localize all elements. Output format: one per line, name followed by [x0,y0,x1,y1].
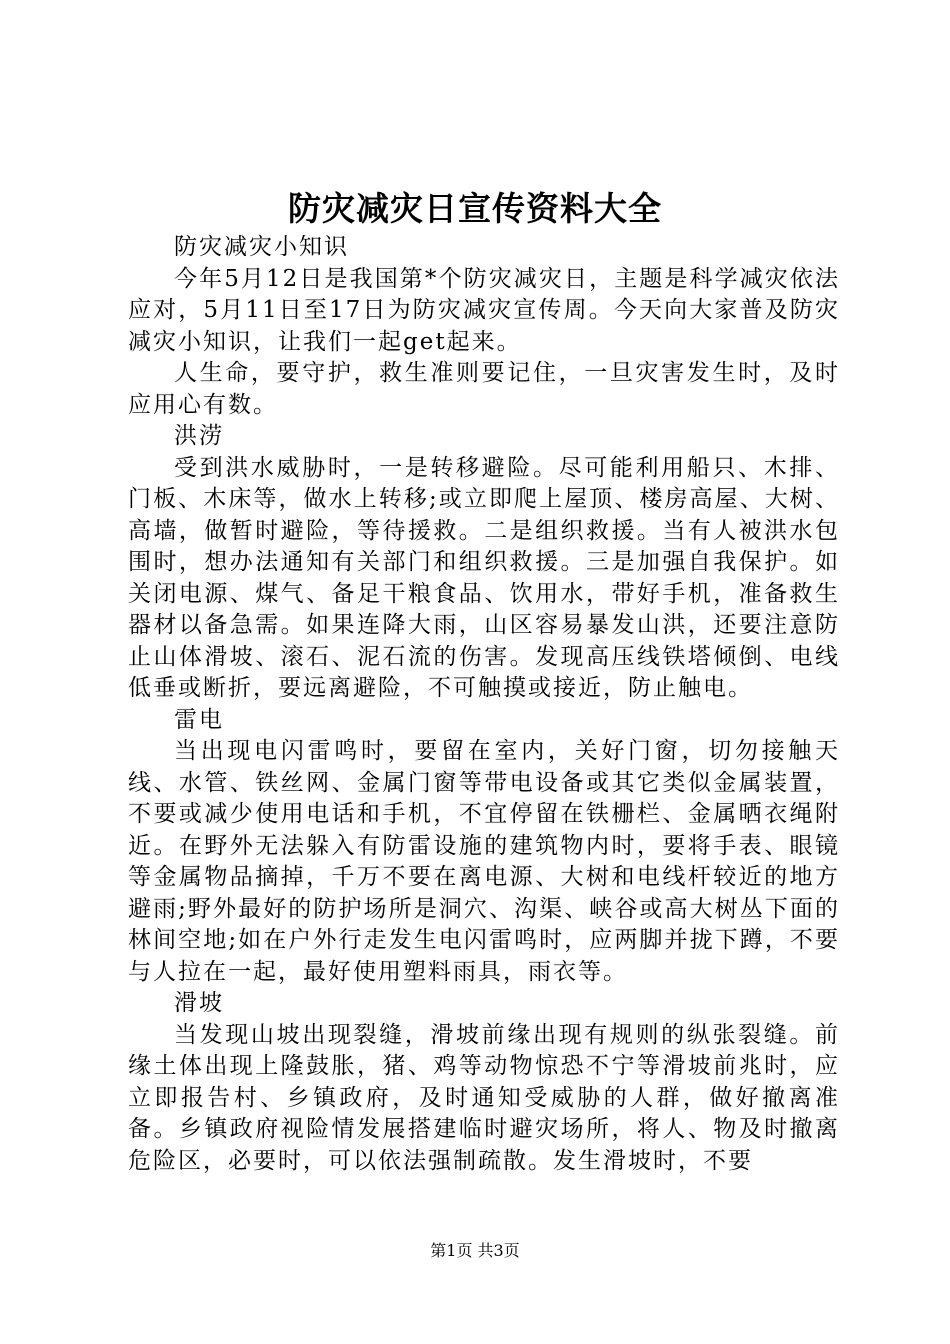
paragraph-landslide: 当发现山坡出现裂缝，滑坡前缘出现有规则的纵张裂缝。前缘土体出现上隆鼓胀，猪、鸡等动物惊恐不宁等滑坡前兆时，应立即报告村、乡镇政府，及时通知受威胁的人群，做好撤离准备。乡镇政府视险情发展搭建临时避灾场所，将人、物及时撤离危险区，必要时，可以依法强制疏散。发生滑坡时，不要 [128,1021,840,1174]
paragraph-principle: 人生命，要守护，救生准则要记住，一旦灾害发生时，及时应用心有数。 [128,360,840,418]
paragraph-lightning: 当出现电闪雷鸣时，要留在室内，关好门窗，切勿接触天线、水管、铁丝网、金属门窗等带电设备或其它类似金属装置，不要或减少使用电话和手机，不宜停留在铁栅栏、金属晒衣绳附近。在野外无法躲入有防雷设施的建筑物内时，要将手表、眼镜等金属物品摘掉，千万不要在离电源、大树和电线杆较近的地方避雨;野外最好的防护场所是洞穴、沟渠、峡谷或高大树丛下面的林间空地;如在户外行走发生电闪雷鸣时，应两脚并拢下蹲，不要与人拉在一起，最好使用塑料雨具，雨衣等。 [128,738,840,985]
section-heading-lightning: 雷电 [174,706,224,733]
paragraph-subtitle: 防灾减灾小知识 [174,234,349,260]
section-heading-landslide: 滑坡 [174,990,224,1016]
section-heading-flood: 洪涝 [174,423,224,449]
document-title: 防灾减灾日宣传资料大全 [288,189,662,228]
paragraph-flood: 受到洪水威胁时，一是转移避险。尽可能利用船只、木排、门板、木床等，做水上转移;或立即爬上屋顶、楼房高屋、大树、高墙，做暂时避险，等待援救。二是组织救援。当有人被洪水包围时，想办法通知有关部门和组织救援。三是加强自我保护。如关闭电源、煤气、备足干粮食品、饮用水，带好手机，准备救生器材以备急需。如果连降大雨，山区容易暴发山洪，还要注意防止山体滑坡、滚石、泥石流的伤害。发现高压线铁塔倾倒、电线低垂或断折，要远离避险，不可触摸或接近，防止触电。 [128,454,840,701]
document-body [128,232,840,1177]
paragraph-intro: 今年5月12日是我国第*个防灾减灾日，主题是科学减灾依法应对，5月11日至17日为防灾减灾宣传周。今天向大家普及防灾减灾小知识，让我们一起get起来。 [128,265,840,355]
page-number-footer: 第1页 共3页 [430,1241,520,1260]
